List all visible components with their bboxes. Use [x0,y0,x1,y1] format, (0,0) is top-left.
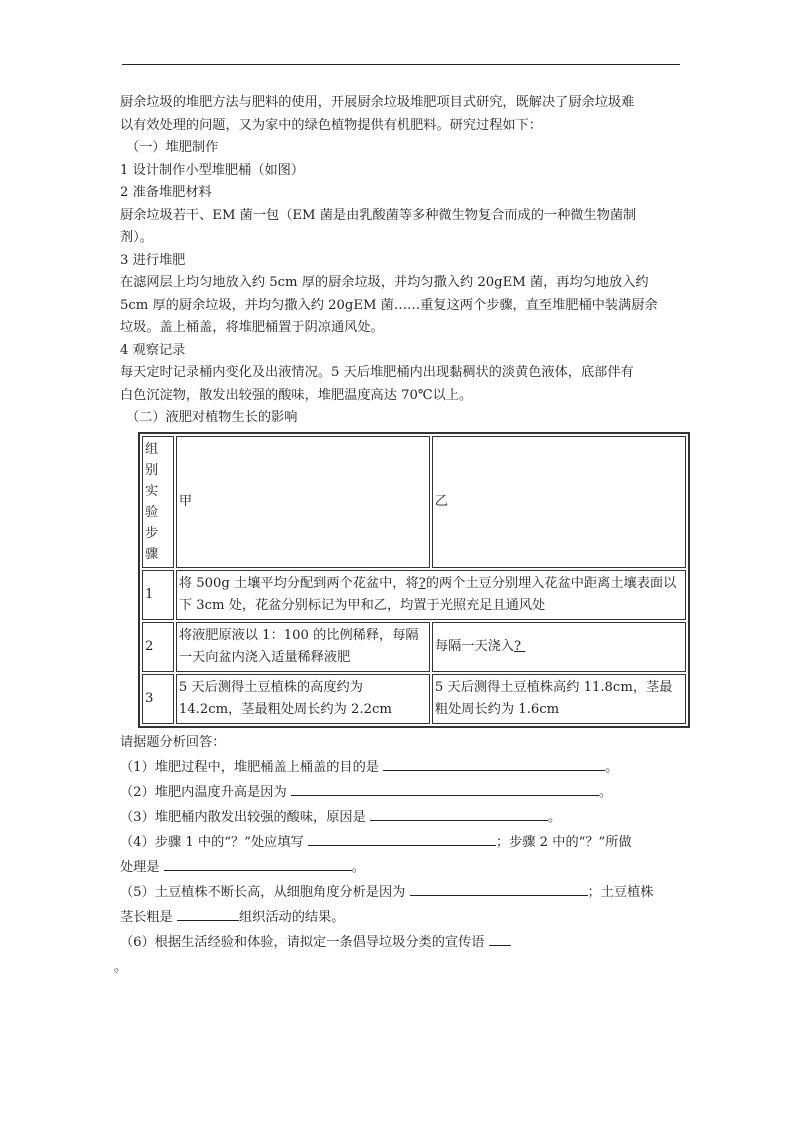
question-1-text: （1）堆肥过程中，堆肥桶盖上桶盖的目的是 [120,759,379,775]
row2-b-text: 每隔一天浇入 [434,638,515,654]
question-5-mid: ；土豆植株 [587,884,654,900]
intro-line-2: 以有效处理的问题，又为家中的绿色植物提供有机肥料。研究过程如下： [120,117,542,133]
row2-group-b [432,622,686,672]
header-label-line: 组别 [145,441,159,478]
question-2 [120,780,682,805]
answer-blank-6[interactable] [489,931,511,946]
table-row [142,622,686,672]
question-4-mid: ；步骤 2 中的“？”所做 [495,834,632,850]
question-5-text: （5）土豆植株不断长高，从细胞角度分析是因为 [120,884,406,900]
table-row [142,674,686,724]
answer-blank-2[interactable] [291,781,599,796]
process-line-1: 在滤网层上均匀地放入约 5cm 厚的厨余垃圾，并均匀撒入约 20gEM 菌，再均匀地放入约 [120,275,649,290]
question-5-line-2 [120,905,682,930]
header-group-b: 乙 [432,436,686,568]
row-number: 2 [142,622,174,672]
questions-prompt: 请据题分析回答： [120,734,226,750]
question-5 [120,880,682,905]
question-4-end: 。 [351,859,365,875]
answer-blank-4b[interactable] [164,856,352,871]
question-4 [120,830,682,855]
question-3 [120,805,682,830]
section1-title: （一）堆肥制作 [126,140,219,155]
header-label-cell [142,436,174,568]
intro-line-1: 厨余垃圾的堆肥方法与肥料的使用，开展厨余垃圾堆肥项目式研究，既解决了厨余垃圾难 [120,95,635,110]
question-1 [120,755,682,780]
row-number: 3 [142,674,174,724]
row-number: 1 [142,570,174,620]
table-header-row [142,436,686,568]
step4-heading: 4 观察记录 [120,342,186,358]
answer-blank-4a[interactable] [308,831,496,846]
row3-group-b: 5 天后测得土豆植株高约 11.8cm，茎最粗处周长约为 1.6cm [432,674,686,724]
row2-group-a: 将液肥原液以 1：100 的比例稀释，每隔一天向盆内浇入适量稀释液肥 [176,622,430,672]
header-group-a: 甲 [176,436,430,568]
step2-heading: 2 准备堆肥材料 [120,185,212,200]
question-4-text: （4）步骤 1 中的“？”处应填写 [120,834,304,850]
question-5-end: 组织活动的结果。 [238,909,345,925]
answer-blank-5b[interactable] [177,906,239,921]
step3-heading: 3 进行堆肥 [120,252,186,268]
header-label-line: 步骤 [145,525,159,562]
materials-line-1: 厨余垃圾若干、EM 菌一包（EM 菌是由乳酸菌等多种微生物复合而成的一种微生物菌制 [120,207,637,223]
table-row [142,570,686,620]
question-2-end: 。 [598,784,613,800]
row1-text-before: 将 500g 土壤平均分配到两个花盆中，将 [178,575,419,591]
row3-group-a: 5 天后测得土豆植株的高度约为 14.2cm，茎最粗处周长约为 2.2cm [176,674,430,724]
record-line-1: 每天定时记录桶内变化及出液情况。5 天后堆肥桶内出现黏稠状的淡黄色液体，底部伴有 [120,365,634,380]
process-line-2: 5cm 厚的厨余垃圾，并均匀撒入约 20gEM 菌……重复这两个步骤，直至堆肥桶中装满厨余 [120,297,658,313]
section2-title: （二）液肥对植物生长的影响 [126,410,298,425]
step1-heading: 1 设计制作小型堆肥桶（如图） [120,162,305,178]
question-4-line2-text: 处理是 [120,859,160,875]
question-4-line-2 [120,855,682,880]
question-1-end: 。 [605,759,619,775]
row2-b-blank: ? [514,638,522,654]
process-line-3: 垃圾。盖上桶盖，将堆肥桶置于阴凉通风处。 [120,320,384,335]
answer-blank-1[interactable] [383,756,605,771]
record-line-2: 白色沉淀物，散发出较强的酸味，堆肥温度高达 70℃以上。 [120,387,473,403]
question-5-line2-text: 茎长粗是 [120,909,173,925]
question-6 [120,930,682,955]
question-6-end: 。 [114,959,128,975]
row1-content [176,570,686,620]
row1-text-after: 的两个土豆分别埋入花盆中距离土壤表面以下 3cm 处，花盆分别标记为甲和乙，均置于光照充足且通风处 [178,575,677,613]
document-page [114,92,682,980]
question-3-text: （3）堆肥桶内散发出较强的酸味，原因是 [120,809,366,825]
question-2-text: （2）堆肥内温度升高是因为 [120,784,287,800]
row1-blank: ? [418,575,426,591]
question-3-end: 。 [547,809,562,825]
answer-blank-3[interactable] [370,806,548,821]
answer-blank-5a[interactable] [410,881,588,896]
experiment-table [138,432,690,728]
header-label-line: 实验 [145,483,159,520]
materials-line-2: 剂）。 [120,230,153,245]
question-6-text: （6）根据生活经验和体验，请拟定一条倡导垃圾分类的宣传语 [120,934,485,950]
header-rule [122,64,680,65]
